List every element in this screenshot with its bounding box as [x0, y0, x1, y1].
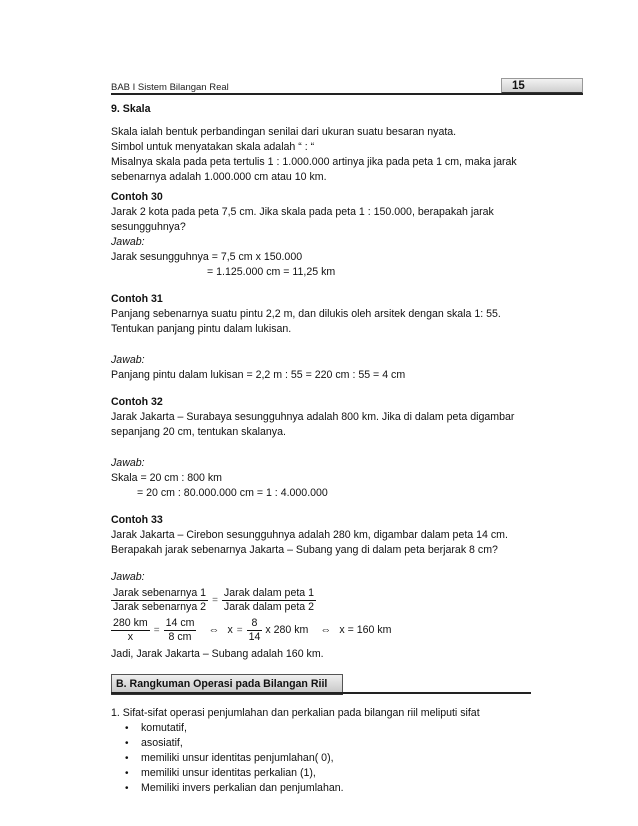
solution-equation [111, 615, 531, 645]
page-number: 15 [512, 80, 525, 92]
section-b-intro: 1. Sifat-sifat operasi penjumlahan dan perkalian pada bilangan riil meliputi sifat [111, 707, 480, 719]
skala-text-line: sebenarnya adalah 1.000.000 cm atau 10 km. [111, 171, 327, 183]
contoh33-title: Contoh 33 [111, 514, 163, 526]
contoh32-jawab: Jawab: [111, 457, 145, 469]
fraction: $\frac{8}{14}$ [248, 616, 261, 643]
x-variable: x [227, 623, 233, 636]
fraction: $\frac{14 cm}{8 cm}$ [165, 616, 195, 643]
contoh33-question: Jarak Jakarta – Cirebon sesungguhnya adalah 280 km, digambar dalam peta 14 cm. [111, 529, 508, 541]
list-item: • asosiatif, [125, 736, 531, 751]
list-item: • komutatif, [125, 721, 531, 736]
contoh30-answer: = 1.125.000 cm = 11,25 km [207, 266, 336, 278]
page-number-box [501, 78, 583, 94]
list-item: • memiliki unsur identitas penjumlahan( 0), [125, 751, 531, 766]
contoh32-answer: = 20 cm : 80.000.000 cm = 1 : 4.000.000 [137, 487, 328, 499]
contoh33-conclusion: Jadi, Jarak Jakarta – Subang adalah 160 km. [111, 648, 324, 660]
proportion-equation [111, 585, 531, 615]
page-content [111, 102, 531, 796]
fraction: $\frac{280 km}{x}$ [113, 616, 148, 643]
fraction: $\frac{\text{Jarak dalam peta 1}}{\text{Jarak dalam peta 2}}$ [223, 586, 315, 613]
contoh32-question: Jarak Jakarta – Surabaya sesungguhnya adalah 800 km. Jika di dalam peta digambar [111, 411, 515, 423]
fraction: $\frac{\text{Jarak sebenarnya 1}}{\text{Jarak sebenarnya 2}}$ [113, 586, 207, 613]
contoh31-question: Tentukan panjang pintu dalam lukisan. [111, 323, 292, 335]
skala-text-line: Misalnya skala pada peta tertulis 1 : 1.000.000 artinya jika pada peta 1 cm, maka jarak [111, 156, 517, 168]
contoh32-title: Contoh 32 [111, 396, 163, 408]
contoh32-question: sepanjang 20 cm, tentukan skalanya. [111, 426, 286, 438]
contoh30-question: sesungguhnya? [111, 221, 186, 233]
contoh33-jawab: Jawab: [111, 571, 145, 583]
chapter-title: BAB I Sistem Bilangan Real [111, 82, 229, 93]
list-item: • memiliki unsur identitas perkalian (1), [125, 766, 531, 781]
contoh31-jawab: Jawab: [111, 354, 145, 366]
skala-heading: 9. Skala [111, 103, 151, 115]
contoh31-title: Contoh 31 [111, 293, 163, 305]
multiplier-text: x 280 km [265, 623, 309, 636]
skala-text-line: Skala ialah bentuk perbandingan senilai dari ukuran suatu besaran nyata. [111, 126, 457, 138]
section-b-heading: B. Rangkuman Operasi pada Bilangan Riil [111, 674, 343, 695]
contoh30-question: Jarak 2 kota pada peta 7,5 cm. Jika skala pada peta 1 : 150.000, berapakah jarak [111, 206, 494, 218]
equals-sign: = [153, 624, 160, 636]
list-item: • Memiliki invers perkalian dan penjumlahan. [125, 781, 531, 796]
iff-arrow-icon: ⇔ [208, 623, 220, 636]
contoh32-answer: Skala = 20 cm : 800 km [111, 472, 222, 484]
contoh31-answer: Panjang pintu dalam lukisan = 2,2 m : 55 = 220 cm : 55 = 4 cm [111, 369, 406, 381]
contoh30-jawab: Jawab: [111, 236, 145, 248]
contoh30-answer: Jarak sesungguhnya = 7,5 cm x 150.000 [111, 251, 303, 263]
properties-list [111, 721, 531, 796]
iff-arrow-icon: ⇔ [320, 623, 332, 636]
result-text: x = 160 km [339, 623, 392, 636]
contoh30-title: Contoh 30 [111, 191, 163, 203]
equals-sign: = [236, 624, 243, 636]
header-rule [111, 93, 583, 95]
skala-text-line: Simbol untuk menyatakan skala adalah “ : “ [111, 141, 315, 153]
page-header [111, 78, 583, 94]
equals-sign: = [212, 594, 218, 606]
contoh31-question: Panjang sebenarnya suatu pintu 2,2 m, dan dilukis oleh arsitek dengan skala 1: 55. [111, 308, 501, 320]
contoh33-question: Berapakah jarak sebenarnya Jakarta – Subang yang di dalam peta berjarak 8 cm? [111, 544, 498, 556]
